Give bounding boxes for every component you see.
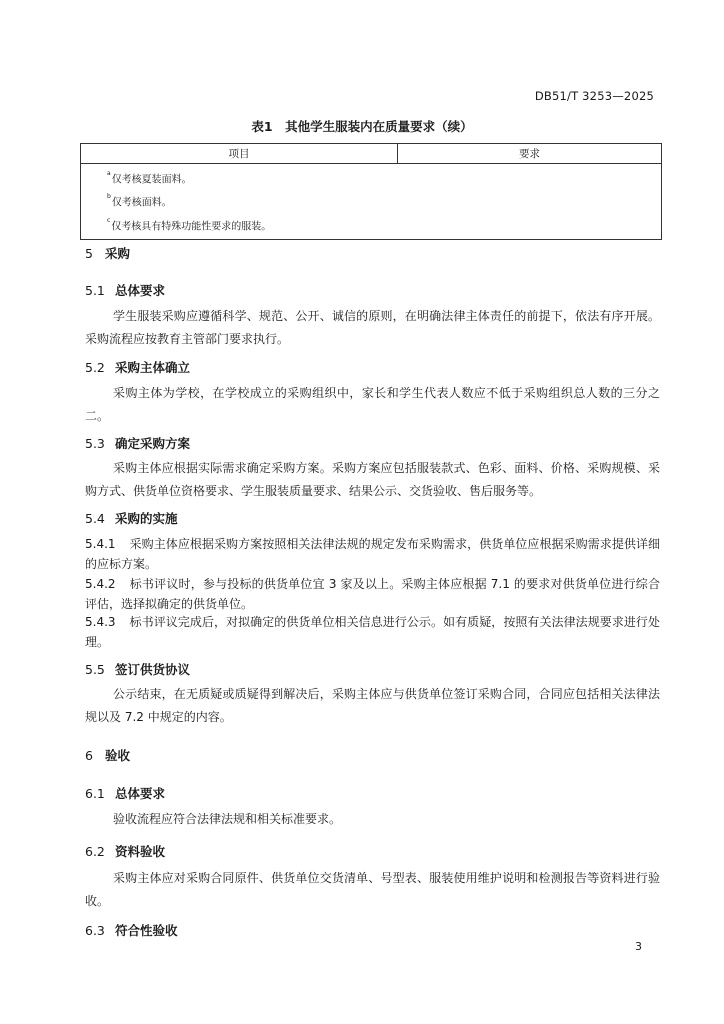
subsection-paragraph: 5.4.2 标书评议时，参与投标的供货单位宜 3 家及以上。采购主体应根据 7.1 的要求对供货单位进行综合评估，选择拟确定的供货单位。 <box>85 577 660 611</box>
section-heading: 6.2 资料验收 <box>85 844 166 859</box>
footnote-text: 仅考核夏装面料。 <box>111 174 192 186</box>
section-paragraph: 采购主体为学校，在学校成立的采购组织中，家长和学生代表人数应不低于采购组织总人数的三分之二。 <box>85 386 660 423</box>
column-header-requirement: 要求 <box>519 148 540 160</box>
table-footnote <box>107 167 661 190</box>
quality-requirements-table <box>80 143 662 240</box>
document-number: DB51/T 3253—2025 <box>534 89 654 103</box>
section-heading: 6.3 符合性验收 <box>85 923 178 938</box>
section-heading: 5 采购 <box>85 246 131 261</box>
table-header-row <box>81 144 661 164</box>
section-heading: 6.1 总体要求 <box>85 786 166 801</box>
section-paragraph: 采购主体应对采购合同原件、供货单位交货清单、号型表、服装使用维护说明和检测报告等资料进行验收。 <box>85 871 660 908</box>
section-heading: 5.4 采购的实施 <box>85 511 178 526</box>
section-paragraph: 公示结束，在无质疑或质疑得到解决后，采购主体应与供货单位签订采购合同，合同应包括相关法律法规以及 7.2 中规定的内容。 <box>85 687 660 724</box>
footnote-text: 仅考核具有特殊功能性要求的服装。 <box>111 220 272 232</box>
footnote-mark: c <box>107 216 111 224</box>
section-heading: 5.1 总体要求 <box>85 283 166 298</box>
section-paragraph: 验收流程应符合法律法规和相关标准要求。 <box>113 812 342 826</box>
page-number: 3 <box>635 940 642 953</box>
section-heading: 5.5 签订供货协议 <box>85 662 191 677</box>
footnote-mark: a <box>107 170 111 177</box>
section-heading: 5.2 采购主体确立 <box>85 360 191 375</box>
table-footnotes <box>81 164 661 239</box>
section-paragraph: 学生服装采购应遵循科学、规范、公开、诚信的原则，在明确法律主体责任的前提下，依法有序开展。采购流程应按教育主管部门要求执行。 <box>85 309 660 346</box>
table-footnote <box>107 190 661 213</box>
table-caption: 表1 其他学生服装内在质量要求（续） <box>251 119 473 134</box>
table-footnote <box>107 214 661 237</box>
subsection-paragraph: 5.4.1 采购主体应根据采购方案按照相关法律法规的规定发布采购需求，供货单位应根据采购需求提供详细的应标方案。 <box>85 537 660 571</box>
footnote-mark: b <box>107 193 111 201</box>
section-heading: 6 验收 <box>85 748 131 763</box>
subsection-paragraph: 5.4.3 标书评议完成后，对拟确定的供货单位相关信息进行公示。如有质疑，按照有关法律法规要求进行处理。 <box>85 615 660 649</box>
section-heading: 5.3 确定采购方案 <box>85 436 191 451</box>
footnote-text: 仅考核面料。 <box>111 197 172 209</box>
column-header-item: 项目 <box>81 144 398 163</box>
section-paragraph: 采购主体应根据实际需求确定采购方案。采购方案应包括服装款式、色彩、面料、价格、采购规模、采购方式、供货单位资格要求、学生服装质量要求、结果公示、交货验收、售后服务等。 <box>85 461 660 498</box>
